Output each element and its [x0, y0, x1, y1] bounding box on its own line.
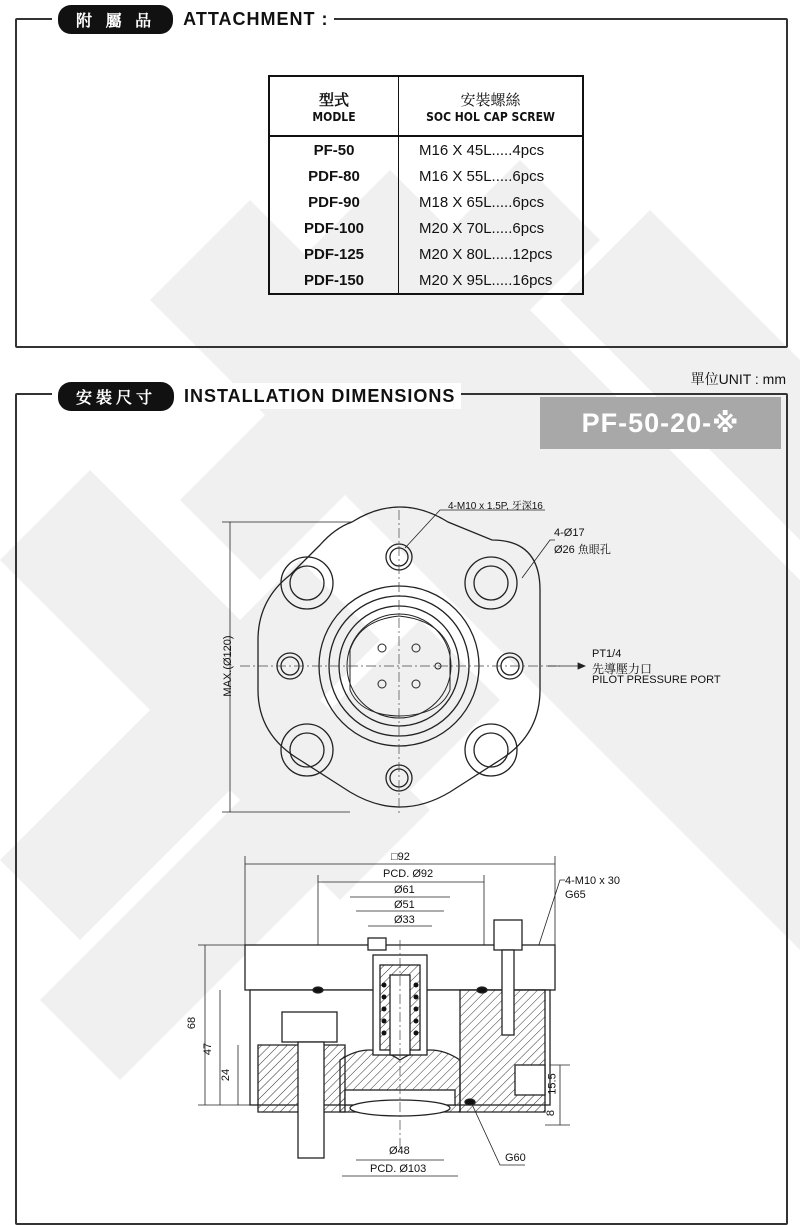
- model-header-en: MODLE: [312, 109, 356, 124]
- screw-size-label: 4-M10 x 30: [565, 875, 621, 887]
- model-cell: PDF-80: [269, 163, 399, 189]
- d51-label: Ø51: [394, 899, 415, 911]
- unit-label: 單位UNIT : mm: [690, 371, 786, 387]
- hole-diameter-label: 4-Ø17: [554, 527, 585, 539]
- model-number-box: PF-50-20-※: [540, 397, 781, 449]
- screw-cell: M20 X 70L.....6pcs: [419, 219, 545, 237]
- port-size-label: PT1/4: [592, 648, 622, 660]
- screw-header-zh: 安裝螺絲: [460, 90, 521, 109]
- pcd-bottom-label: PCD. Ø103: [370, 1163, 427, 1175]
- attachment-title: ATTACHMENT :: [183, 8, 329, 29]
- port-zh-label: 先導壓力口: [592, 662, 653, 676]
- model-cell: PDF-150: [269, 267, 399, 294]
- model-cell: PDF-90: [269, 189, 399, 215]
- model-cell: PDF-100: [269, 215, 399, 241]
- counterbore-label: Ø26 魚眼孔: [554, 544, 611, 556]
- d33-label: Ø33: [394, 914, 415, 926]
- max-dimension-label: MAX.(Ø120): [222, 635, 234, 697]
- model-cell: PF-50: [269, 136, 399, 163]
- square-dim-label: □92: [391, 851, 410, 863]
- oring-bottom-label: G60: [505, 1152, 526, 1164]
- d61-label: Ø61: [394, 884, 415, 896]
- height-15-5-label: 15.5: [546, 1073, 559, 1095]
- d48-label: Ø48: [389, 1145, 410, 1157]
- height-24-label: 24: [220, 1068, 233, 1082]
- model-cell: PDF-125: [269, 241, 399, 267]
- height-47-label: 47: [202, 1042, 215, 1056]
- height-8-label: 8: [545, 1109, 558, 1117]
- installation-title: INSTALLATION DIMENSIONS: [184, 385, 456, 406]
- screw-cell: M20 X 80L.....12pcs: [419, 245, 553, 263]
- height-68-label: 68: [186, 1016, 199, 1030]
- screw-cell: M18 X 65L.....6pcs: [419, 193, 545, 211]
- oring-top-label: G65: [565, 889, 586, 901]
- attachment-tag: 附 屬 品: [58, 5, 173, 34]
- port-en-label: PILOT PRESSURE PORT: [592, 674, 721, 686]
- pcd-top-label: PCD. Ø92: [383, 868, 434, 880]
- installation-tag: 安裝尺寸: [58, 382, 174, 411]
- screw-cell: M16 X 45L.....4pcs: [419, 141, 545, 159]
- model-header-zh: 型式: [318, 90, 349, 109]
- tap-hole-label: 4-M10 x 1.5P, 牙深16: [448, 501, 543, 512]
- screw-cell: M16 X 55L.....6pcs: [419, 167, 545, 185]
- screw-header-en: SOC HOL CAP SCREW: [426, 109, 555, 124]
- screw-cell: M20 X 95L.....16pcs: [419, 271, 553, 289]
